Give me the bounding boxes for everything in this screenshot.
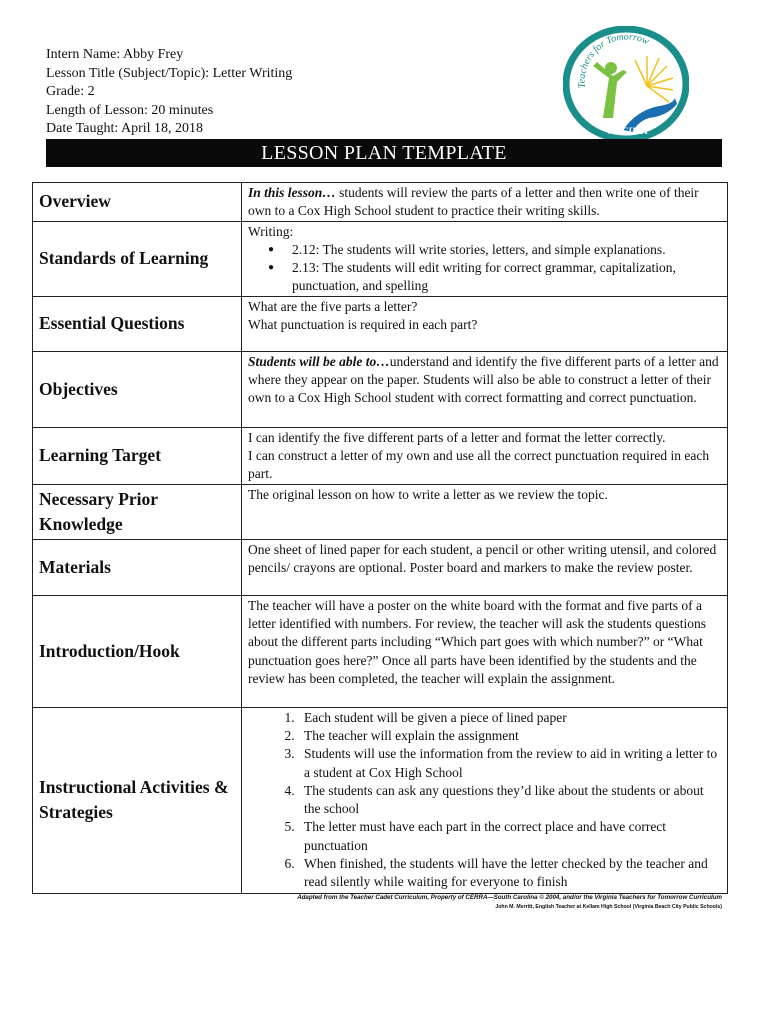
person-icon bbox=[593, 62, 627, 118]
list-item: 5. The letter must have each part in the correct place and have correct punctuation bbox=[298, 818, 721, 855]
row-overview bbox=[33, 183, 728, 222]
label-standards: Standards of Learning bbox=[33, 221, 242, 296]
label-instructional-activities: Instructional Activities & Strategies bbox=[33, 707, 242, 893]
row-essential-questions bbox=[33, 296, 728, 351]
label-essential-questions: Essential Questions bbox=[33, 296, 242, 351]
grade: Grade: 2 bbox=[46, 84, 95, 99]
sun-rays-icon bbox=[635, 56, 673, 102]
activities-list bbox=[248, 709, 721, 892]
page-title: LESSON PLAN TEMPLATE bbox=[46, 139, 722, 167]
content-objectives bbox=[242, 351, 728, 427]
intern-name: Intern Name: Abby Frey bbox=[46, 47, 184, 62]
content-prior-knowledge: The original lesson on how to write a letter as we review the topic. bbox=[242, 484, 728, 539]
row-objectives bbox=[33, 351, 728, 427]
lesson-title: Lesson Title (Subject/Topic): Letter Writing bbox=[46, 65, 293, 81]
question-1: What are the five parts a letter? bbox=[248, 298, 418, 314]
row-materials bbox=[33, 539, 728, 595]
overview-lead: In this lesson… bbox=[248, 185, 336, 200]
content-instructional-activities bbox=[242, 707, 728, 893]
row-learning-target bbox=[33, 427, 728, 484]
target-2: I can construct a letter of my own and use all the correct punctuation required in each part. bbox=[248, 448, 710, 482]
teachers-for-tomorrow-logo bbox=[563, 26, 689, 142]
standards-intro: Writing: bbox=[248, 223, 294, 239]
footer-credit: Adapted from the Teacher Cadet Curriculum, Property of CERRA—South Carolina © 2004, and/or the Virginia Teachers for Tomorrow Curriculum bbox=[297, 894, 722, 901]
list-item: 4. The students can ask any questions they’d like about the students or about the school bbox=[298, 782, 721, 819]
label-introduction-hook: Introduction/Hook bbox=[33, 595, 242, 707]
date-taught: Date Taught: April 18, 2018 bbox=[46, 121, 204, 136]
lesson-header bbox=[46, 46, 292, 139]
row-instructional-activities bbox=[33, 707, 728, 893]
label-prior-knowledge: Necessary Prior Knowledge bbox=[33, 484, 242, 539]
standards-list bbox=[248, 241, 721, 296]
objectives-text: understand and identify the five different parts of a letter and where they appear on the paper. Students will also be able to construct a letter of their own to a Cox High School student with correct formatting and correct punctuation. bbox=[248, 353, 719, 406]
question-2: What punctuation is required in each part? bbox=[248, 317, 478, 333]
content-introduction-hook: The teacher will have a poster on the white board with the format and five parts of a letter identified with numbers. For review, the teacher will ask the students questions about the different parts including “Which part goes with which number?” or “What punctuation goes here?” Once all parts have been identified by the students and the review has been completed, the teacher will explain the assignment. bbox=[242, 595, 728, 707]
label-materials: Materials bbox=[33, 539, 242, 595]
list-item: 1. Each student will be given a piece of lined paper bbox=[298, 709, 721, 727]
row-standards bbox=[33, 221, 728, 296]
list-item: 2. The teacher will explain the assignment bbox=[298, 727, 721, 745]
list-item: 3. Students will use the information from the review to aid in writing a letter to a student at Cox High School bbox=[298, 745, 721, 782]
list-item: ● 2.12: The students will write stories, letters, and simple explanations. bbox=[282, 241, 721, 259]
content-materials: One sheet of lined paper for each student, a pencil or other writing utensil, and colored pencils/ crayons are optional. Poster board and markers to make the review poster. bbox=[242, 539, 728, 595]
footer-author: John M. Merritt, English Teacher at Kellam High School (Virginia Beach City Public Schools) bbox=[495, 904, 722, 910]
list-item: ● 2.13: The students will edit writing for correct grammar, capitalization, punctuation, and spelling bbox=[282, 259, 721, 296]
overview-text: students will review the parts of a letter and then write one of their own to a Cox High School student to practice their writing skills. bbox=[248, 185, 699, 219]
lesson-plan-table bbox=[32, 182, 728, 894]
content-overview bbox=[242, 183, 728, 222]
logo-bottom-text: VIRGINIA bbox=[606, 126, 648, 136]
target-1: I can identify the five different parts of a letter and format the letter correctly. bbox=[248, 429, 666, 445]
objectives-lead: Students will be able to… bbox=[248, 353, 390, 369]
label-overview: Overview bbox=[33, 183, 242, 222]
content-standards bbox=[242, 221, 728, 296]
content-learning-target bbox=[242, 427, 728, 484]
logo-top-text: Teachers for Tomorrow bbox=[576, 31, 651, 89]
label-objectives: Objectives bbox=[33, 351, 242, 427]
row-introduction-hook bbox=[33, 595, 728, 707]
list-item: 6. When finished, the students will have the letter checked by the teacher and read silently while waiting for everyone to finish bbox=[298, 855, 721, 892]
row-prior-knowledge bbox=[33, 484, 728, 539]
content-essential-questions bbox=[242, 296, 728, 351]
label-learning-target: Learning Target bbox=[33, 427, 242, 484]
lesson-length: Length of Lesson: 20 minutes bbox=[46, 102, 214, 118]
